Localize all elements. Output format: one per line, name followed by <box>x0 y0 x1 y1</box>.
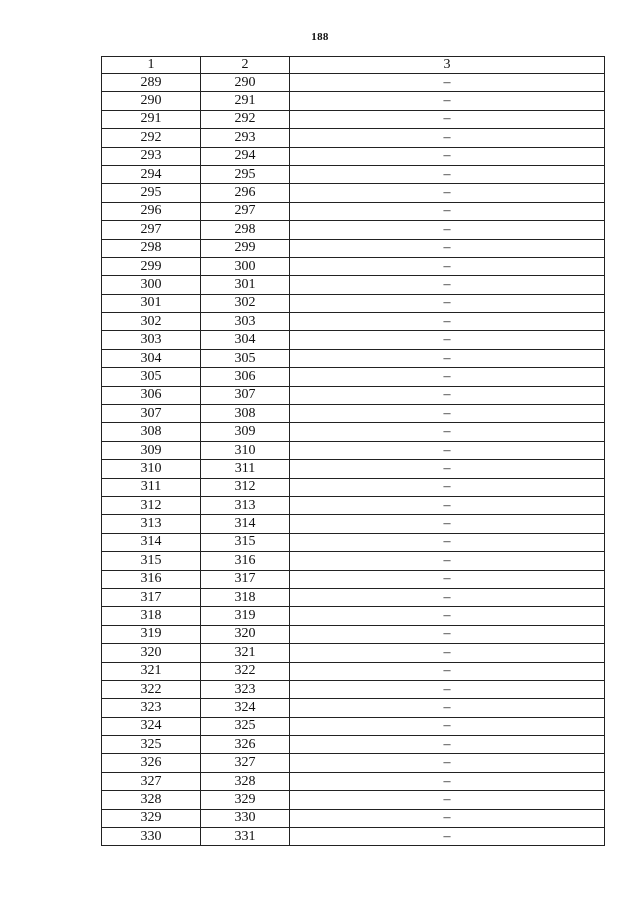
table-row <box>102 92 605 110</box>
page-number: 188 <box>311 31 329 43</box>
table-cell-col-1: 316 <box>102 570 201 588</box>
table-cell-col-3: – <box>290 809 605 827</box>
table-cell-col-3: – <box>290 221 605 239</box>
table-row <box>102 809 605 827</box>
table-row <box>102 165 605 183</box>
table-row <box>102 662 605 680</box>
table-cell-col-1: 302 <box>102 313 201 331</box>
table-cell-col-1: 324 <box>102 717 201 735</box>
table-row <box>102 570 605 588</box>
table-cell-col-3: – <box>290 331 605 349</box>
table-cell-col-3: – <box>290 202 605 220</box>
table-row <box>102 588 605 606</box>
table-row <box>102 294 605 312</box>
table-row <box>102 460 605 478</box>
table-cell-col-3: – <box>290 699 605 717</box>
table-cell-col-1: 291 <box>102 110 201 128</box>
table-cell-col-3: – <box>290 717 605 735</box>
table-cell-col-3: – <box>290 129 605 147</box>
table-cell-col-3: – <box>290 276 605 294</box>
table-cell-col-1: 327 <box>102 772 201 790</box>
table-cell-col-3: – <box>290 754 605 772</box>
table-cell-col-1: 321 <box>102 662 201 680</box>
table-cell-col-3: – <box>290 828 605 846</box>
table-cell-col-1: 309 <box>102 441 201 459</box>
table-cell-col-1: 292 <box>102 129 201 147</box>
table-cell-col-2: 323 <box>201 680 290 698</box>
table-cell-col-1: 307 <box>102 405 201 423</box>
table-cell-col-2: 324 <box>201 699 290 717</box>
table-cell-col-2: 293 <box>201 129 290 147</box>
table-cell-col-1: 289 <box>102 74 201 92</box>
table-cell-col-1: 320 <box>102 644 201 662</box>
table-cell-col-3: – <box>290 147 605 165</box>
table-cell-col-3: – <box>290 239 605 257</box>
table-cell-col-1: 315 <box>102 552 201 570</box>
table-row <box>102 680 605 698</box>
table-cell-col-3: – <box>290 478 605 496</box>
table-cell-col-2: 294 <box>201 147 290 165</box>
table-cell-col-1: 329 <box>102 809 201 827</box>
table-cell-col-2: 306 <box>201 368 290 386</box>
table-row <box>102 478 605 496</box>
table-cell-col-3: – <box>290 496 605 514</box>
table-cell-col-3: – <box>290 662 605 680</box>
table-cell-col-2: 320 <box>201 625 290 643</box>
table-cell-col-2: 295 <box>201 165 290 183</box>
table-row <box>102 515 605 533</box>
table-cell-col-2: 310 <box>201 441 290 459</box>
table-cell-col-2: 308 <box>201 405 290 423</box>
table-cell-col-3: – <box>290 552 605 570</box>
table-cell-col-3: – <box>290 368 605 386</box>
table-cell-col-2: 319 <box>201 607 290 625</box>
table-row <box>102 496 605 514</box>
table-cell-col-3: – <box>290 386 605 404</box>
table-cell-col-1: 296 <box>102 202 201 220</box>
table-cell-col-1: 325 <box>102 736 201 754</box>
table-row <box>102 717 605 735</box>
table-cell-col-2: 301 <box>201 276 290 294</box>
table-cell-col-2: 330 <box>201 809 290 827</box>
table-cell-col-3: – <box>290 74 605 92</box>
table-row <box>102 349 605 367</box>
table-row <box>102 405 605 423</box>
table-row <box>102 129 605 147</box>
table-cell-col-1: 317 <box>102 588 201 606</box>
table-cell-col-2: 307 <box>201 386 290 404</box>
table-cell-col-3: – <box>290 294 605 312</box>
table-cell-col-2: 331 <box>201 828 290 846</box>
table-cell-col-1: 330 <box>102 828 201 846</box>
table-cell-col-3: – <box>290 570 605 588</box>
table-cell-col-1: 310 <box>102 460 201 478</box>
column-header-3: 3 <box>290 57 605 74</box>
table-row <box>102 331 605 349</box>
table-row <box>102 607 605 625</box>
table-row <box>102 276 605 294</box>
table-row <box>102 533 605 551</box>
table-cell-col-3: – <box>290 772 605 790</box>
table-cell-col-2: 300 <box>201 257 290 275</box>
table-cell-col-3: – <box>290 533 605 551</box>
table-row <box>102 368 605 386</box>
table-cell-col-2: 305 <box>201 349 290 367</box>
table-row <box>102 423 605 441</box>
table-cell-col-3: – <box>290 92 605 110</box>
table-row <box>102 644 605 662</box>
table-cell-col-1: 308 <box>102 423 201 441</box>
table-cell-col-1: 326 <box>102 754 201 772</box>
table-cell-col-1: 300 <box>102 276 201 294</box>
table-row <box>102 791 605 809</box>
table-cell-col-1: 303 <box>102 331 201 349</box>
table-cell-col-3: – <box>290 515 605 533</box>
table-cell-col-1: 306 <box>102 386 201 404</box>
table-row <box>102 110 605 128</box>
table-cell-col-1: 293 <box>102 147 201 165</box>
table-cell-col-2: 328 <box>201 772 290 790</box>
table-cell-col-2: 326 <box>201 736 290 754</box>
column-header-2: 2 <box>201 57 290 74</box>
table-cell-col-2: 322 <box>201 662 290 680</box>
table-row <box>102 828 605 846</box>
table-cell-col-3: – <box>290 736 605 754</box>
table-cell-col-1: 295 <box>102 184 201 202</box>
table-cell-col-2: 315 <box>201 533 290 551</box>
table-cell-col-2: 291 <box>201 92 290 110</box>
table-cell-col-2: 296 <box>201 184 290 202</box>
table-cell-col-3: – <box>290 607 605 625</box>
table-cell-col-1: 298 <box>102 239 201 257</box>
table-cell-col-1: 313 <box>102 515 201 533</box>
table-cell-col-2: 321 <box>201 644 290 662</box>
table-row <box>102 699 605 717</box>
table-row <box>102 202 605 220</box>
table-row <box>102 754 605 772</box>
table-cell-col-1: 294 <box>102 165 201 183</box>
table-cell-col-1: 328 <box>102 791 201 809</box>
table-cell-col-3: – <box>290 588 605 606</box>
table-cell-col-2: 292 <box>201 110 290 128</box>
table-cell-col-2: 298 <box>201 221 290 239</box>
table-row <box>102 257 605 275</box>
table-cell-col-1: 312 <box>102 496 201 514</box>
table-header-row <box>102 57 605 74</box>
table-cell-col-1: 319 <box>102 625 201 643</box>
table-cell-col-2: 314 <box>201 515 290 533</box>
table-cell-col-3: – <box>290 441 605 459</box>
table-row <box>102 386 605 404</box>
table-cell-col-2: 297 <box>201 202 290 220</box>
table-row <box>102 147 605 165</box>
column-header-1: 1 <box>102 57 201 74</box>
table-cell-col-3: – <box>290 184 605 202</box>
table-cell-col-1: 301 <box>102 294 201 312</box>
table-cell-col-3: – <box>290 680 605 698</box>
table-cell-col-1: 323 <box>102 699 201 717</box>
table-cell-col-3: – <box>290 423 605 441</box>
table-cell-col-2: 317 <box>201 570 290 588</box>
table-cell-col-1: 322 <box>102 680 201 698</box>
table-cell-col-2: 304 <box>201 331 290 349</box>
table-cell-col-3: – <box>290 625 605 643</box>
table-cell-col-3: – <box>290 791 605 809</box>
table-row <box>102 625 605 643</box>
table-cell-col-2: 311 <box>201 460 290 478</box>
table-cell-col-1: 299 <box>102 257 201 275</box>
table-row <box>102 74 605 92</box>
table-cell-col-3: – <box>290 405 605 423</box>
table-cell-col-1: 304 <box>102 349 201 367</box>
table-cell-col-3: – <box>290 644 605 662</box>
table-body <box>102 57 605 846</box>
table-cell-col-2: 303 <box>201 313 290 331</box>
table-cell-col-2: 318 <box>201 588 290 606</box>
table-cell-col-3: – <box>290 349 605 367</box>
table-cell-col-1: 311 <box>102 478 201 496</box>
data-table <box>101 56 605 846</box>
table-cell-col-1: 290 <box>102 92 201 110</box>
table-cell-col-2: 302 <box>201 294 290 312</box>
table-cell-col-1: 305 <box>102 368 201 386</box>
table-cell-col-3: – <box>290 257 605 275</box>
table-cell-col-2: 313 <box>201 496 290 514</box>
table-row <box>102 313 605 331</box>
table-row <box>102 221 605 239</box>
table-cell-col-3: – <box>290 460 605 478</box>
table-cell-col-3: – <box>290 165 605 183</box>
table-cell-col-1: 297 <box>102 221 201 239</box>
table-cell-col-2: 327 <box>201 754 290 772</box>
table-cell-col-3: – <box>290 313 605 331</box>
table-cell-col-2: 299 <box>201 239 290 257</box>
table-row <box>102 239 605 257</box>
table-cell-col-2: 329 <box>201 791 290 809</box>
table-cell-col-2: 290 <box>201 74 290 92</box>
table-cell-col-2: 325 <box>201 717 290 735</box>
table-row <box>102 441 605 459</box>
table-row <box>102 552 605 570</box>
table-cell-col-1: 318 <box>102 607 201 625</box>
table-row <box>102 184 605 202</box>
table-row <box>102 736 605 754</box>
table-cell-col-2: 309 <box>201 423 290 441</box>
table-cell-col-1: 314 <box>102 533 201 551</box>
table-cell-col-2: 316 <box>201 552 290 570</box>
table-cell-col-3: – <box>290 110 605 128</box>
table-cell-col-2: 312 <box>201 478 290 496</box>
table-row <box>102 772 605 790</box>
